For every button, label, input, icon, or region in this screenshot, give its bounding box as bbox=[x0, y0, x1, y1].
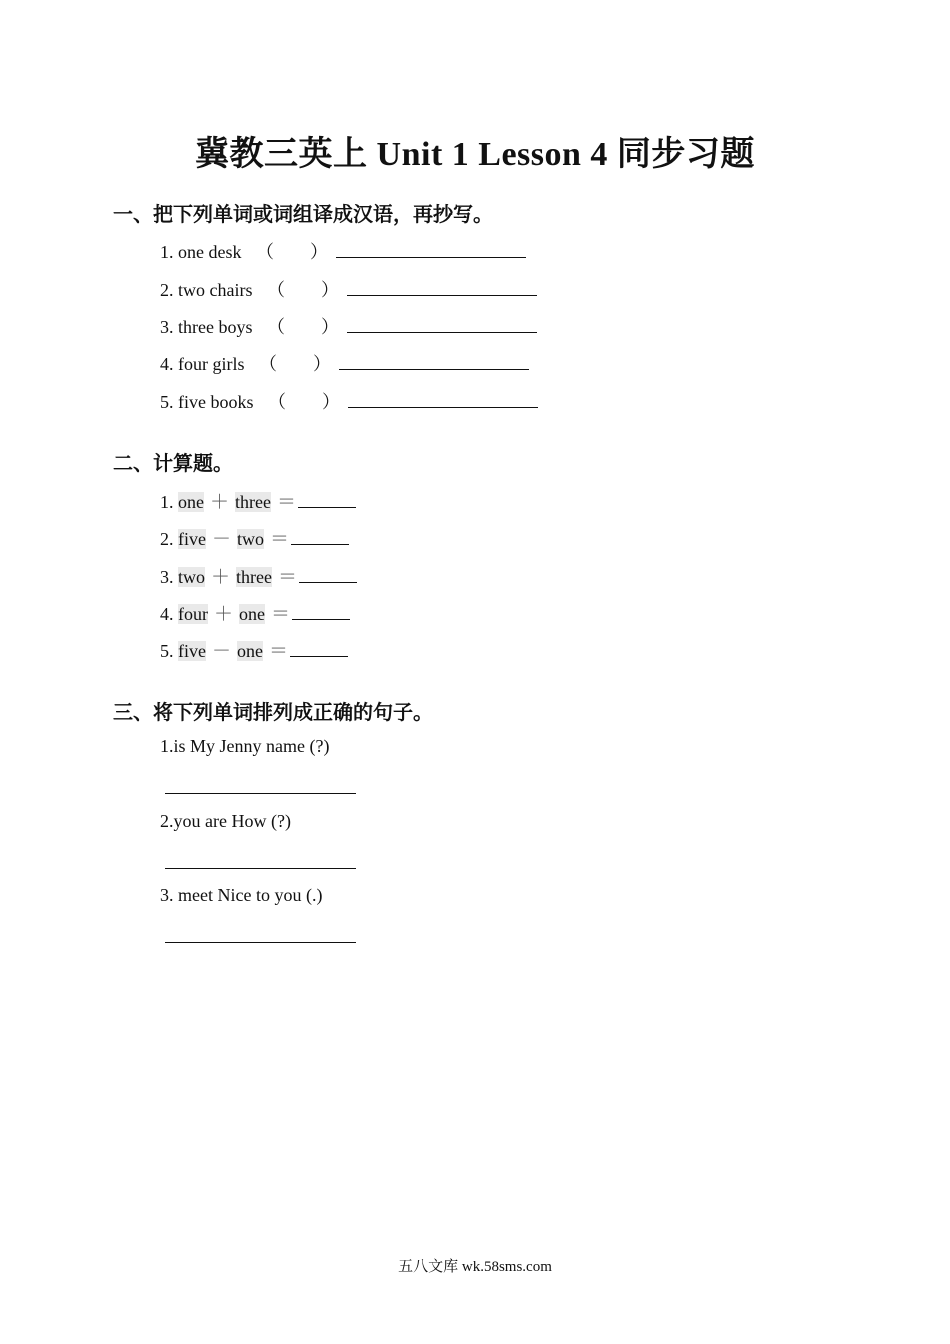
s2-item-2: 2. five － two ＝ bbox=[160, 524, 349, 551]
s1-item-3 bbox=[160, 313, 537, 339]
s1-item-text: one desk bbox=[178, 242, 242, 262]
section2-heading: 二、计算题。 bbox=[113, 451, 233, 475]
answer-blank[interactable] bbox=[298, 489, 356, 508]
equals-sign: ＝ bbox=[269, 640, 289, 662]
number-word: one bbox=[237, 641, 263, 661]
answer-blank[interactable] bbox=[290, 638, 348, 657]
s2-item-5: 5. five － one ＝ bbox=[160, 636, 348, 663]
minus-operator: － bbox=[211, 528, 231, 550]
copy-line[interactable] bbox=[347, 314, 537, 333]
copy-line[interactable] bbox=[336, 239, 526, 258]
s1-item-2 bbox=[160, 276, 537, 302]
equals-sign: ＝ bbox=[277, 491, 297, 513]
s1-item-num: 4. bbox=[160, 354, 174, 374]
number-word: three bbox=[236, 567, 272, 587]
sentence-answer-line[interactable] bbox=[165, 792, 356, 794]
translation-blank[interactable]: （ ） bbox=[255, 242, 328, 262]
sentence-answer-line[interactable] bbox=[165, 867, 356, 869]
s2-item-3: 3. two ＋ three ＝ bbox=[160, 562, 357, 589]
copy-line[interactable] bbox=[348, 389, 538, 408]
equals-sign: ＝ bbox=[270, 528, 290, 550]
answer-blank[interactable] bbox=[292, 601, 350, 620]
plus-operator: ＋ bbox=[211, 566, 231, 588]
translation-blank[interactable]: （ ） bbox=[266, 317, 339, 337]
s2-item-4: 4. four ＋ one ＝ bbox=[160, 599, 350, 626]
s1-item-text: four girls bbox=[178, 354, 245, 374]
equals-sign: ＝ bbox=[278, 566, 298, 588]
minus-operator: － bbox=[211, 640, 231, 662]
s1-item-5 bbox=[160, 388, 538, 414]
page-title: 冀教三英上 Unit 1 Lesson 4 同步习题 bbox=[195, 136, 755, 173]
section3-heading: 三、将下列单词排列成正确的句子。 bbox=[113, 700, 433, 724]
s1-item-num: 1. bbox=[160, 242, 174, 262]
number-word: one bbox=[239, 604, 266, 624]
copy-line[interactable] bbox=[347, 277, 537, 296]
plus-operator: ＋ bbox=[214, 603, 234, 625]
translation-blank[interactable]: （ ） bbox=[268, 392, 340, 412]
number-word: five bbox=[178, 529, 206, 549]
equals-sign: ＝ bbox=[271, 603, 291, 625]
s1-item-num: 3. bbox=[160, 317, 174, 337]
number-word: two bbox=[178, 567, 205, 587]
number-word: three bbox=[235, 492, 271, 512]
sentence-answer-line[interactable] bbox=[165, 941, 356, 943]
number-word: two bbox=[237, 529, 264, 549]
s3-item-2: 2.you are How (?) bbox=[160, 811, 291, 831]
s1-item-num: 5. bbox=[160, 392, 174, 412]
s1-item-text: two chairs bbox=[178, 280, 253, 300]
s2-item-1: 1. one ＋ three ＝ bbox=[160, 487, 356, 514]
translation-blank[interactable]: （ ） bbox=[266, 280, 339, 300]
number-word: five bbox=[178, 641, 206, 661]
s3-item-3: 3. meet Nice to you (.) bbox=[160, 885, 323, 905]
s1-item-text: five books bbox=[178, 392, 254, 412]
s1-item-num: 2. bbox=[160, 280, 174, 300]
copy-line[interactable] bbox=[339, 351, 529, 370]
s3-item-1: 1.is My Jenny name (?) bbox=[160, 736, 330, 756]
s1-item-1 bbox=[160, 238, 526, 264]
s1-item-text: three boys bbox=[178, 317, 253, 337]
footer-source: 五八文库 wk.58sms.com bbox=[398, 1259, 552, 1275]
section1-heading: 一、把下列单词或词组译成汉语，再抄写。 bbox=[113, 202, 493, 226]
answer-blank[interactable] bbox=[299, 564, 357, 583]
s1-item-4 bbox=[160, 350, 529, 376]
plus-operator: ＋ bbox=[210, 491, 230, 513]
translation-blank[interactable]: （ ） bbox=[259, 354, 331, 374]
answer-blank[interactable] bbox=[291, 526, 349, 545]
number-word: four bbox=[178, 604, 208, 624]
number-word: one bbox=[178, 492, 204, 512]
